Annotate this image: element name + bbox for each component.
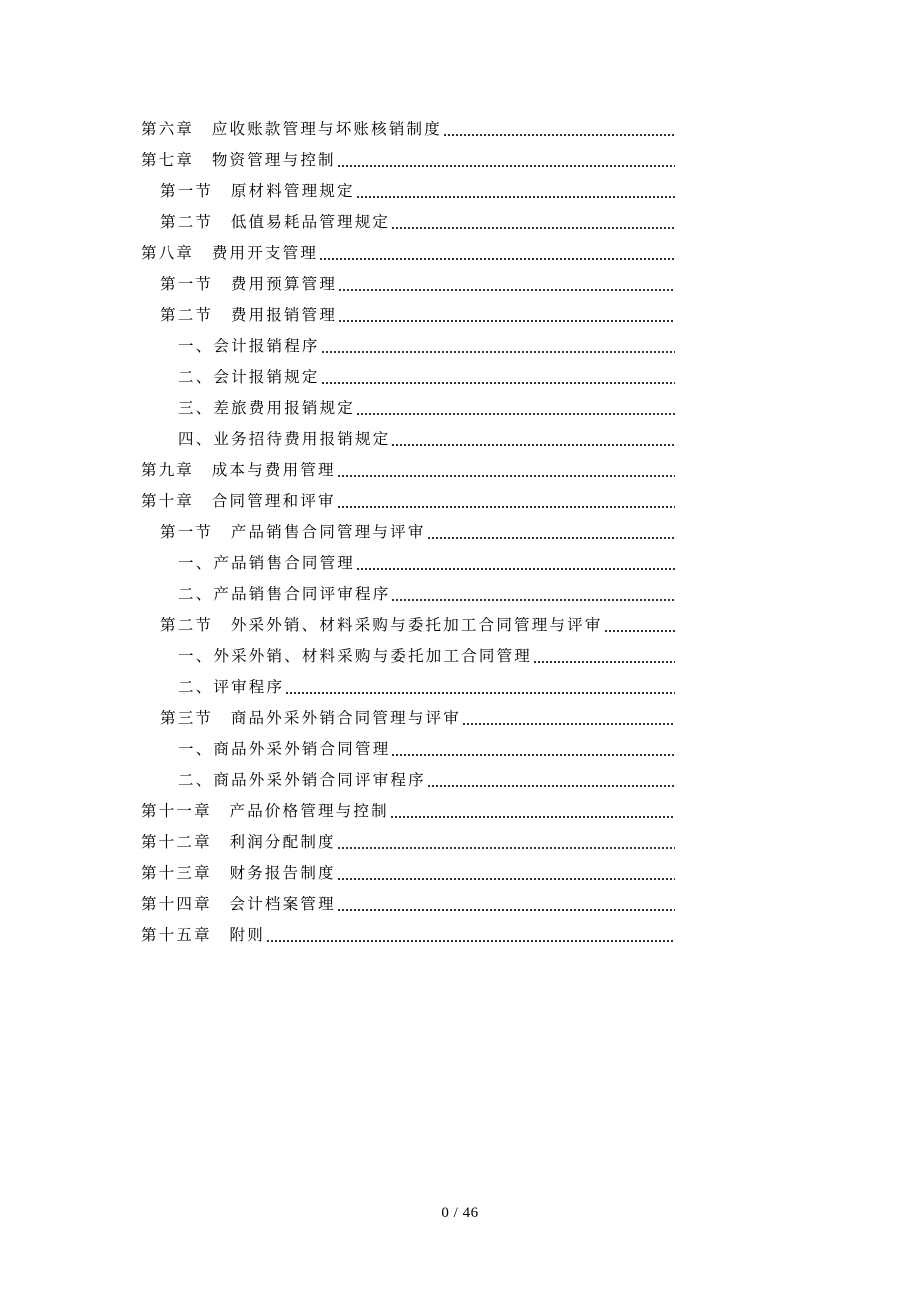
page-number: 0 <box>441 1205 450 1221</box>
toc-entry-text <box>141 796 389 827</box>
toc-entry-gap <box>212 833 230 851</box>
toc-entry-label: 一、 <box>178 647 214 665</box>
toc-dot-leader <box>391 227 675 229</box>
toc-dot-leader <box>337 506 675 508</box>
toc-entry-label: 第十四章 <box>141 895 212 913</box>
toc-entry-label: 第十章 <box>141 492 195 510</box>
toc-dot-leader <box>356 413 675 415</box>
toc-dot-leader <box>356 568 675 570</box>
toc-entry-title: 原材料管理规定 <box>230 182 355 200</box>
toc-entry-text <box>141 486 336 517</box>
toc-entry-text <box>141 889 336 920</box>
toc-entry-gap <box>213 709 231 727</box>
toc-entry-title: 产品销售合同评审程序 <box>213 585 391 603</box>
toc-entry-gap <box>194 492 212 510</box>
toc-entry[interactable] <box>0 517 920 548</box>
toc-entry-title: 利润分配制度 <box>229 833 336 851</box>
toc-entry-label: 一、 <box>178 740 214 758</box>
toc-entry-text <box>178 331 320 362</box>
toc-dot-leader <box>337 165 675 167</box>
toc-entry-label: 第九章 <box>141 461 195 479</box>
toc-entry-label: 第十三章 <box>141 864 212 882</box>
toc-entry-text <box>178 548 355 579</box>
toc-entry[interactable] <box>0 300 920 331</box>
toc-entry-title: 合同管理和评审 <box>211 492 336 510</box>
toc-entry-label: 一、 <box>178 337 214 355</box>
toc-entry-text <box>160 176 355 207</box>
toc-entry[interactable] <box>0 610 920 641</box>
toc-entry[interactable] <box>0 176 920 207</box>
toc-dot-leader <box>338 320 675 322</box>
toc-entry[interactable] <box>0 145 920 176</box>
toc-entry-gap <box>213 182 231 200</box>
toc-entry-label: 第十二章 <box>141 833 212 851</box>
toc-entry-text <box>178 641 532 672</box>
toc-entry-gap <box>213 275 231 293</box>
toc-entry-title: 外采外销、材料采购与委托加工合同管理与评审 <box>230 616 603 634</box>
toc-entry-gap <box>194 461 212 479</box>
toc-dot-leader <box>443 134 675 136</box>
toc-entry-gap <box>194 151 212 169</box>
toc-entry-label: 第一节 <box>160 182 214 200</box>
toc-entry[interactable] <box>0 548 920 579</box>
toc-entry-gap <box>194 244 212 262</box>
toc-entry-title: 应收账款管理与坏账核销制度 <box>211 120 442 138</box>
toc-entry[interactable] <box>0 114 920 145</box>
toc-entry[interactable] <box>0 858 920 889</box>
toc-entry-text <box>141 145 336 176</box>
toc-entry[interactable] <box>0 207 920 238</box>
toc-entry-text <box>141 114 442 145</box>
toc-entry-text <box>141 238 318 269</box>
toc-entry[interactable] <box>0 641 920 672</box>
toc-entry-gap <box>213 616 231 634</box>
toc-entry-label: 第十五章 <box>141 926 212 944</box>
toc-entry[interactable] <box>0 672 920 703</box>
toc-entry-label: 二、 <box>178 368 214 386</box>
toc-entry-label: 第二节 <box>160 213 214 231</box>
toc-entry-title: 低值易耗品管理规定 <box>230 213 391 231</box>
toc-entry-text <box>141 455 336 486</box>
toc-entry[interactable] <box>0 703 920 734</box>
toc-entry-text <box>160 517 426 548</box>
toc-entry-text <box>178 393 355 424</box>
toc-entry-text <box>178 672 284 703</box>
toc-entry-gap <box>194 120 212 138</box>
toc-entry-text <box>141 920 265 951</box>
toc-entry-title: 评审程序 <box>213 678 285 696</box>
toc-entry-label: 第三节 <box>160 709 214 727</box>
toc-dot-leader <box>285 692 675 694</box>
toc-dot-leader <box>337 847 675 849</box>
toc-entry-title: 会计档案管理 <box>229 895 336 913</box>
toc-dot-leader <box>321 382 675 384</box>
toc-dot-leader <box>319 258 675 260</box>
toc-entry-title: 物资管理与控制 <box>211 151 336 169</box>
toc-entry[interactable] <box>0 331 920 362</box>
toc-entry-title: 费用报销管理 <box>230 306 338 324</box>
toc-entry-title: 费用开支管理 <box>211 244 319 262</box>
toc-dot-leader <box>391 754 675 756</box>
toc-entry-label: 第一节 <box>160 523 214 541</box>
toc-entry-text <box>160 207 390 238</box>
toc-dot-leader <box>266 940 675 942</box>
toc-entry[interactable] <box>0 269 920 300</box>
toc-entry-gap <box>212 864 230 882</box>
toc-entry[interactable] <box>0 362 920 393</box>
toc-entry-label: 第一节 <box>160 275 214 293</box>
toc-entry-text <box>141 827 336 858</box>
toc-entry-text <box>178 362 320 393</box>
toc-entry-title: 产品价格管理与控制 <box>229 802 389 820</box>
toc-entry-gap <box>212 926 230 944</box>
toc-dot-leader <box>427 537 675 539</box>
toc-entry[interactable] <box>0 889 920 920</box>
toc-entry-label: 第二节 <box>160 306 214 324</box>
toc-entry-title: 成本与费用管理 <box>211 461 336 479</box>
toc-entry-label: 第八章 <box>141 244 195 262</box>
toc-entry-label: 第二节 <box>160 616 214 634</box>
toc-entry-text <box>160 610 603 641</box>
toc-entry[interactable] <box>0 734 920 765</box>
toc-entry-title: 会计报销程序 <box>213 337 320 355</box>
toc-entry-label: 三、 <box>178 399 214 417</box>
toc-entry[interactable] <box>0 796 920 827</box>
toc-entry[interactable] <box>0 579 920 610</box>
toc-entry[interactable] <box>0 827 920 858</box>
toc-entry-gap <box>213 213 231 231</box>
toc-entry-title: 会计报销规定 <box>213 368 320 386</box>
toc-entry-title: 商品外采外销合同评审程序 <box>213 771 426 789</box>
page-footer <box>0 1205 920 1222</box>
toc-dot-leader <box>356 196 675 198</box>
toc-entry-gap <box>213 306 231 324</box>
toc-entry-gap <box>212 895 230 913</box>
toc-entry-label: 二、 <box>178 771 214 789</box>
toc-entry[interactable] <box>0 424 920 455</box>
toc-entry-gap <box>213 523 231 541</box>
toc-entry-title: 商品外采外销合同管理 <box>213 740 391 758</box>
toc-dot-leader <box>337 909 675 911</box>
toc-entry-text <box>178 424 390 455</box>
toc-entry-text <box>141 858 336 889</box>
toc-entry-title: 附则 <box>229 926 265 944</box>
toc-dot-leader <box>427 785 675 787</box>
toc-entry[interactable] <box>0 486 920 517</box>
toc-entry-label: 第七章 <box>141 151 195 169</box>
toc-dot-leader <box>391 444 675 446</box>
toc-entry-label: 四、 <box>178 430 214 448</box>
toc-entry-label: 第六章 <box>141 120 195 138</box>
table-of-contents <box>0 114 920 951</box>
toc-entry-title: 差旅费用报销规定 <box>213 399 356 417</box>
toc-entry[interactable] <box>0 238 920 269</box>
page-total: / 46 <box>453 1205 479 1221</box>
toc-dot-leader <box>533 661 675 663</box>
toc-entry-label: 一、 <box>178 554 214 572</box>
toc-entry[interactable] <box>0 765 920 796</box>
toc-dot-leader <box>321 351 675 353</box>
toc-entry[interactable] <box>0 455 920 486</box>
toc-dot-leader <box>604 630 675 632</box>
toc-dot-leader <box>391 599 675 601</box>
toc-dot-leader <box>390 816 675 818</box>
toc-entry-gap <box>212 802 230 820</box>
toc-entry[interactable] <box>0 393 920 424</box>
toc-entry-label: 二、 <box>178 678 214 696</box>
toc-dot-leader <box>337 475 675 477</box>
toc-entry-title: 财务报告制度 <box>229 864 336 882</box>
toc-entry-title: 商品外采外销合同管理与评审 <box>230 709 461 727</box>
toc-dot-leader <box>462 723 675 725</box>
toc-entry-text <box>178 734 390 765</box>
toc-entry-label: 第十一章 <box>141 802 212 820</box>
toc-entry-title: 产品销售合同管理 <box>213 554 356 572</box>
toc-entry-text <box>178 579 390 610</box>
toc-entry-title: 业务招待费用报销规定 <box>213 430 391 448</box>
toc-entry-title: 外采外销、材料采购与委托加工合同管理 <box>213 647 533 665</box>
toc-entry-text <box>178 765 426 796</box>
toc-entry-text <box>160 300 337 331</box>
toc-entry-title: 费用预算管理 <box>230 275 338 293</box>
toc-dot-leader <box>337 878 675 880</box>
toc-entry-label: 二、 <box>178 585 214 603</box>
toc-dot-leader <box>338 289 675 291</box>
toc-entry-text <box>160 269 337 300</box>
toc-entry-text <box>160 703 461 734</box>
toc-entry[interactable] <box>0 920 920 951</box>
toc-entry-title: 产品销售合同管理与评审 <box>230 523 426 541</box>
